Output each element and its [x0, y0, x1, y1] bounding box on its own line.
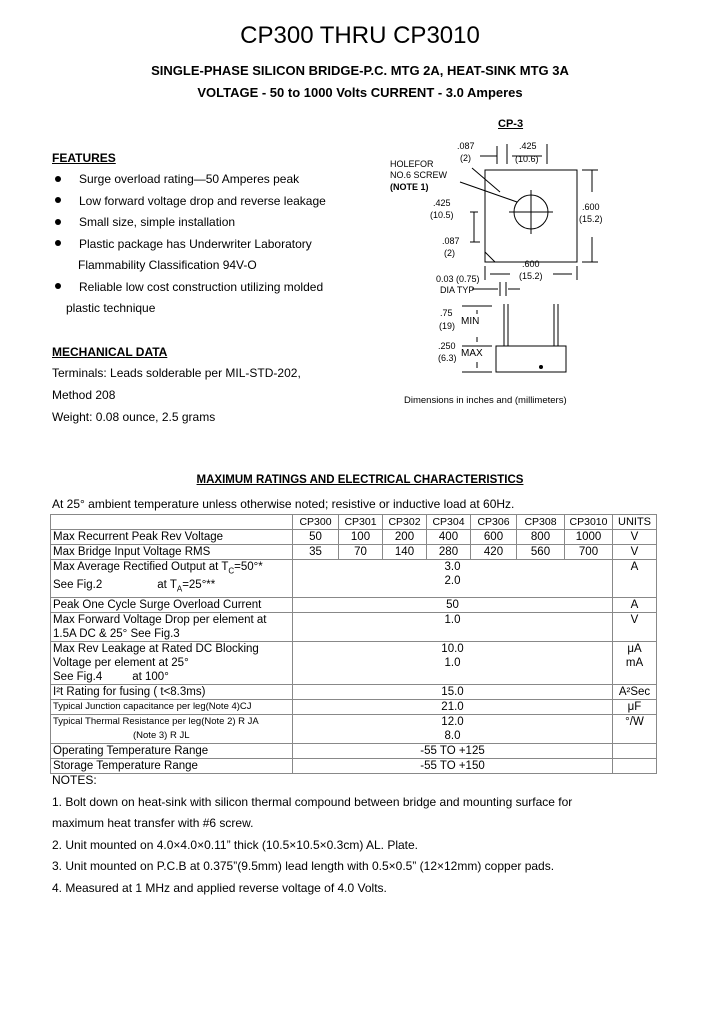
note-item: 3. Unit mounted on P.C.B at 0.375”(9.5mm) lead length with 0.5×0.5” (12×12mm) copper pads. — [52, 859, 555, 873]
ambient-note: At 25° ambient temperature unless otherwise noted; resistive or inductive load at 60Hz. — [52, 497, 515, 511]
svg-text:(2): (2) — [444, 248, 455, 258]
note-item: maximum heat transfer with #6 screw. — [52, 816, 254, 830]
feature-item: Reliable low cost construction utilizing molded — [55, 277, 375, 299]
package-outline-diagram — [360, 132, 620, 392]
mechanical-line: Terminals: Leads solderable per MIL-STD-202, — [52, 366, 301, 380]
page-title: CP300 THRU CP3010 — [240, 22, 480, 49]
svg-text:.600: .600 — [582, 202, 600, 212]
feature-item: Small size, simple installation — [55, 212, 375, 234]
row-label: Max Rev Leakage at Rated DC Blocking Voltage per element at 25° See Fig.4 at 100° — [51, 641, 293, 684]
svg-text:.600: .600 — [522, 259, 540, 269]
svg-text:.087: .087 — [457, 141, 475, 151]
notes-section — [52, 770, 572, 899]
svg-text:.087: .087 — [442, 236, 460, 246]
mechanical-heading: MECHANICAL DATA — [52, 345, 168, 359]
table-row: Max Rev Leakage at Rated DC Blocking Voltage per element at 25° See Fig.4 at 100° 10.0 1.0 μA mA — [51, 641, 657, 684]
ratings-heading: MAXIMUM RATINGS AND ELECTRICAL CHARACTERISTICS — [196, 474, 524, 486]
notes-heading: NOTES: — [52, 773, 97, 787]
column-header: CP301 — [339, 515, 383, 530]
features-heading: FEATURES — [52, 151, 116, 165]
svg-text:(15.2): (15.2) — [579, 214, 603, 224]
feature-item-continued: plastic technique — [66, 301, 156, 315]
column-header: UNITS — [613, 515, 657, 530]
table-row: Max Bridge Input Voltage RMS 35 70 140 280 420 560 700 V — [51, 545, 657, 560]
column-header: CP304 — [427, 515, 471, 530]
features-list — [55, 169, 375, 320]
svg-text:0.03 (0.75): 0.03 (0.75) — [436, 274, 480, 284]
mechanical-line: Weight: 0.08 ounce, 2.5 grams — [52, 410, 216, 424]
table-row: Max Average Rectified Output at $T_C=50^\circ*$ See Fig.2 at $T_A=25^\circ**$ 3.0 2.0 A — [51, 560, 657, 598]
table-row: Operating Temperature Range -55 TO +125 — [51, 743, 657, 758]
svg-text:MAX: MAX — [461, 348, 483, 359]
ratings-table — [50, 514, 657, 774]
svg-text:(NOTE 1): (NOTE 1) — [390, 182, 429, 192]
column-header: CP306 — [471, 515, 517, 530]
table-row: Peak One Cycle Surge Overload Current 50 A — [51, 597, 657, 612]
svg-text:(10.6): (10.6) — [515, 154, 539, 164]
svg-text:(2): (2) — [460, 153, 471, 163]
note-item: 1. Bolt down on heat-sink with silicon thermal compound between bridge and mounting surface for — [52, 794, 573, 809]
table-header-row — [51, 515, 657, 530]
mechanical-line: Method 208 — [52, 388, 116, 402]
note-item: 4. Measured at 1 MHz and applied reverse voltage of 4.0 Volts. — [52, 880, 387, 895]
bullet-icon — [55, 240, 61, 246]
svg-text:.425: .425 — [519, 141, 537, 151]
subtitle-ratings: VOLTAGE - 50 to 1000 Volts CURRENT - 3.0 Amperes — [197, 85, 523, 100]
svg-text:(10.5): (10.5) — [430, 210, 454, 220]
svg-text:NO.6 SCREW: NO.6 SCREW — [390, 170, 448, 180]
column-header: CP3010 — [565, 515, 613, 530]
row-label: Typical Junction capacitance per leg(Note 4)CJ — [51, 699, 293, 714]
column-header: CP308 — [517, 515, 565, 530]
svg-text:.425: .425 — [433, 198, 451, 208]
bullet-icon — [55, 283, 61, 289]
table-row: Max Recurrent Peak Rev Voltage 50 100 200 400 600 800 1000 V — [51, 530, 657, 545]
svg-text:MIN: MIN — [461, 316, 480, 327]
svg-text:HOLEFOR: HOLEFOR — [390, 159, 434, 169]
row-label: Max Recurrent Peak Rev Voltage — [51, 530, 293, 545]
dimensions-caption: Dimensions in inches and (millimeters) — [404, 395, 567, 406]
row-label: Operating Temperature Range — [51, 743, 293, 758]
note-item: 2. Unit mounted on 4.0×4.0×0.11” thick (10.5×10.5×0.3cm) AL. Plate. — [52, 837, 419, 852]
row-label: Storage Temperature Range — [51, 758, 293, 773]
bullet-icon — [55, 219, 61, 225]
column-header: CP300 — [293, 515, 339, 530]
svg-text:.250: .250 — [438, 341, 456, 351]
svg-text:.75: .75 — [440, 308, 453, 318]
feature-item: Plastic package has Underwriter Laboratory — [55, 234, 375, 256]
row-label: Max Bridge Input Voltage RMS — [51, 545, 293, 560]
feature-item: Surge overload rating—50 Amperes peak — [55, 169, 375, 191]
table-row: I²t Rating for fusing ( t<8.3ms) 15.0 A²Sec — [51, 684, 657, 699]
svg-text:(15.2): (15.2) — [519, 271, 543, 281]
bullet-icon — [55, 176, 61, 182]
svg-text:(6.3): (6.3) — [438, 353, 457, 363]
table-row: Storage Temperature Range -55 TO +150 — [51, 758, 657, 773]
bullet-icon — [55, 197, 61, 203]
mechanical-data — [52, 362, 301, 428]
feature-item-continued: Flammability Classification 94V-O — [78, 258, 257, 272]
row-label: Typical Thermal Resistance per leg(Note 2) R JA (Note 3) R JL — [51, 714, 293, 743]
feature-item: Low forward voltage drop and reverse leakage — [55, 191, 375, 213]
row-label: Peak One Cycle Surge Overload Current — [51, 597, 293, 612]
row-label: Max Average Rectified Output at $T_C=50^\circ*$ See Fig.2 at $T_A=25^\circ**$ — [51, 560, 293, 598]
row-label: Max Forward Voltage Drop per element at 1.5A DC & 25° See Fig.3 — [51, 612, 293, 641]
table-row: Max Forward Voltage Drop per element at 1.5A DC & 25° See Fig.3 1.0 V — [51, 612, 657, 641]
svg-text:DIA TYP: DIA TYP — [440, 285, 475, 295]
table-row: Typical Thermal Resistance per leg(Note 2) R JA (Note 3) R JL 12.0 8.0 °/W — [51, 714, 657, 743]
subtitle-mounting: SINGLE-PHASE SILICON BRIDGE-P.C. MTG 2A, HEAT-SINK MTG 3A — [151, 63, 569, 78]
row-label: I²t Rating for fusing ( t<8.3ms) — [51, 684, 293, 699]
table-row: Typical Junction capacitance per leg(Note 4)CJ 21.0 μF — [51, 699, 657, 714]
svg-text:(19): (19) — [439, 321, 456, 331]
column-header: CP302 — [383, 515, 427, 530]
package-label: CP-3 — [498, 118, 524, 130]
lead-mark-icon — [539, 365, 543, 369]
